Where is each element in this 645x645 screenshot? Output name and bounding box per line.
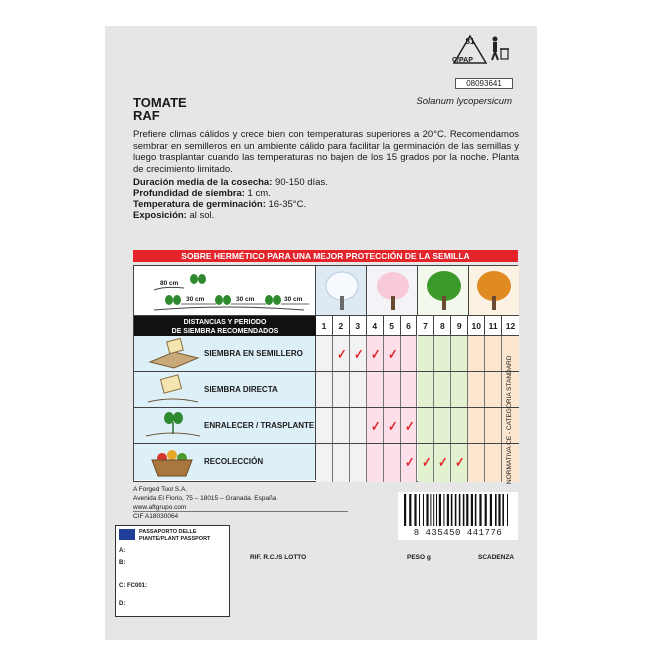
month-number: 11: [485, 316, 502, 336]
winter-tree-icon: [316, 266, 367, 316]
recycling-material: C/PAP: [452, 57, 473, 64]
footer-lote: RIF. R.C./S LOTTO: [250, 554, 307, 561]
description: Prefiere climas cálidos y crece bien con temperaturas superiores a 20°C. Recomendamos sembrar en semilleros en un ambiente cálido para facilitar la germinación de las semillas y luego trasplantar cuando las temperaturas no bajen de los 15 grados por la noche. Planta de crecimiento limitado.: [133, 129, 519, 175]
person-bin-icon: [492, 37, 509, 61]
plant-passport: [115, 525, 230, 617]
month-number: 4: [367, 316, 384, 336]
spacing-illustration: [134, 266, 316, 316]
banner: SOBRE HERMÉTICO PARA UNA MEJOR PROTECCIÓN DE LA SEMILLA: [133, 250, 518, 262]
latin-name: Solanum lycopersicum: [416, 96, 512, 107]
calendar-header: DISTANCIAS Y PERIODO DE SIEMBRA RECOMENDADOS: [134, 316, 316, 336]
fact-depth: Profundidad de siembra: 1 cm.: [133, 188, 271, 199]
eu-flag-icon: [119, 529, 135, 540]
month-column-1: [316, 316, 333, 482]
passport-field-c: C: FC001:: [119, 583, 148, 589]
month-check-mark: ✓: [354, 346, 364, 362]
row-seedbed: SIEMBRA EN SEMILLERO: [134, 336, 316, 372]
row-transplant: ENRALECER / TRASPLANTE: [134, 408, 316, 444]
recycling-code: 81: [465, 37, 475, 46]
facts-list: [133, 177, 519, 221]
month-check-mark: ✓: [404, 454, 415, 470]
footer-scadenza: SCADENZA: [478, 554, 515, 561]
row-harvest: RECOLECCIÓN: [134, 444, 316, 480]
month-number: 1: [316, 316, 333, 336]
month-check-mark: ✓: [387, 346, 398, 362]
spacing-plant-2: 30 cm: [236, 296, 255, 303]
seedling-icon: [165, 274, 281, 305]
sowing-calendar: [133, 265, 518, 482]
barcode-digits: 8 435450 441776: [413, 528, 503, 538]
season-autumn: [469, 266, 519, 316]
month-column-2: [333, 316, 350, 482]
footer-peso: PESO g: [407, 554, 431, 561]
spacing-plant-3: 30 cm: [284, 296, 303, 303]
summer-tree-icon: [418, 266, 469, 316]
month-column-5: [384, 316, 401, 482]
spacing-row: 80 cm: [160, 280, 179, 287]
month-check-mark: ✓: [370, 418, 381, 434]
company-info: A Forged Tool S.A. Avenida El Florio, 75 – 18015 – Granada. España www.aftgrupo.com CIF A18030064: [133, 486, 277, 520]
month-number: 7: [418, 316, 435, 336]
fact-exposure: Exposición: al sol.: [133, 210, 215, 221]
month-check-mark: ✓: [404, 418, 415, 434]
passport-field-a: A:: [119, 548, 126, 554]
month-number: 9: [451, 316, 468, 336]
month-number: 10: [468, 316, 485, 336]
month-check-mark: ✓: [421, 454, 432, 470]
month-check-mark: ✓: [370, 346, 381, 362]
product-name: TOMATE: [133, 95, 187, 110]
month-column-3: [350, 316, 367, 482]
passport-title: PASSAPORTO DELLE PIANTE/PLANT PASSPORT: [139, 529, 211, 542]
month-check-mark: ✓: [455, 454, 465, 470]
recycling-mark: [451, 33, 513, 75]
month-check-mark: ✓: [438, 454, 448, 470]
season-spring: [367, 266, 418, 316]
row-direct-sowing: SIEMBRA DIRECTA: [134, 372, 316, 408]
month-check-mark: ✓: [337, 346, 347, 362]
seed-packet-icon: [142, 372, 202, 408]
spacing-plant-1: 30 cm: [186, 296, 205, 303]
spring-tree-icon: [367, 266, 418, 316]
month-number: 3: [350, 316, 367, 336]
passport-field-b: B:: [119, 560, 126, 566]
product-code: 08093641: [455, 78, 513, 89]
month-check-mark: ✓: [387, 418, 398, 434]
barcode: [398, 492, 518, 540]
month-column-11: [485, 316, 502, 482]
autumn-tree-icon: [469, 266, 519, 316]
season-winter: [316, 266, 367, 316]
barcode-bars: [398, 492, 518, 528]
month-number: 8: [434, 316, 451, 336]
season-summer: [418, 266, 469, 316]
month-number: 2: [333, 316, 350, 336]
fact-harvest: Duración media de la cosecha: 90-150 días.: [133, 177, 328, 188]
month-number: 6: [401, 316, 418, 336]
month-number: 12: [502, 316, 519, 336]
fact-temperature: Temperatura de germinación: 16-35°C.: [133, 199, 307, 210]
product-variety: RAF: [133, 108, 160, 123]
passport-field-d: D:: [119, 601, 126, 607]
normativa-label: NORMATIVA CE - CATEGORIA STANDARD: [506, 355, 513, 484]
month-column-4: [367, 316, 384, 482]
month-number: 5: [384, 316, 401, 336]
seed-tray-icon: [142, 336, 202, 372]
seedling-icon: [142, 408, 202, 444]
harvest-basket-icon: [142, 444, 202, 480]
month-column-10: [468, 316, 485, 482]
